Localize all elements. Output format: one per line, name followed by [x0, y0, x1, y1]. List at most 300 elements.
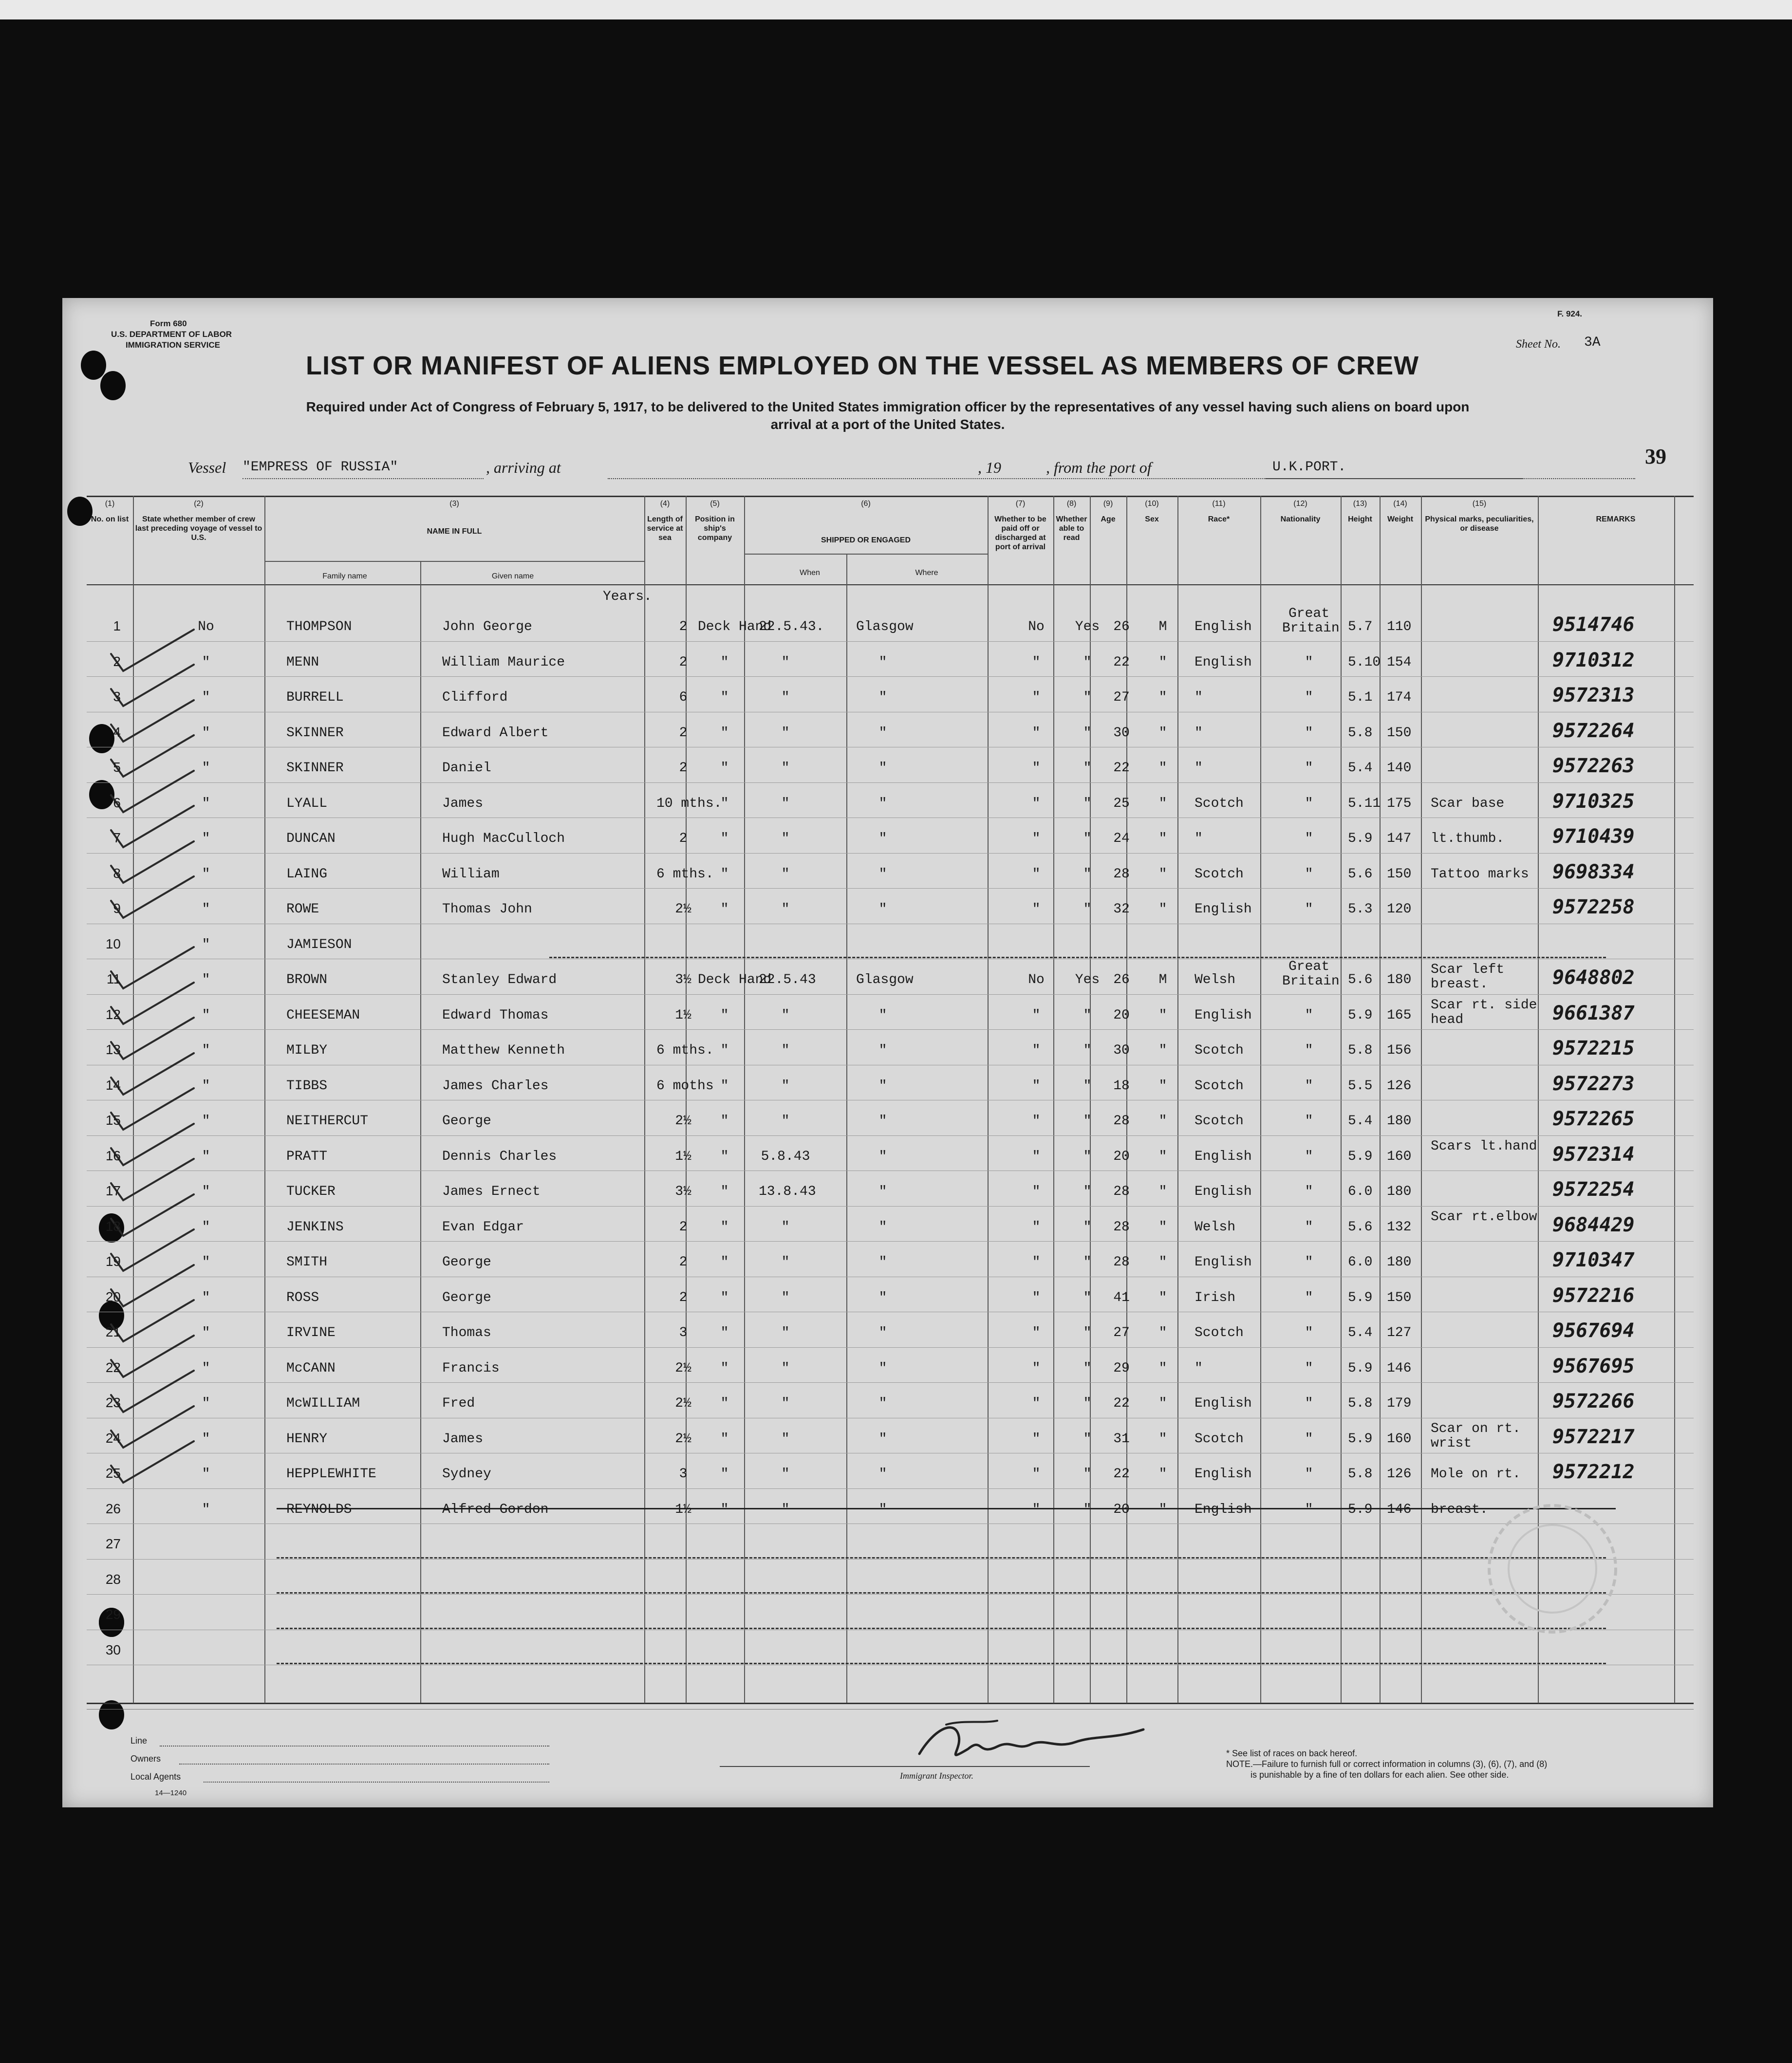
- pos-cell: ": [720, 1114, 729, 1129]
- sheet-label: Sheet No.: [1516, 338, 1561, 351]
- when-cell: ": [781, 654, 790, 670]
- age-cell: 28: [1113, 1114, 1130, 1129]
- when-cell: ": [781, 761, 790, 776]
- row-number: 16: [105, 1148, 121, 1163]
- row-rule: [87, 1382, 1694, 1383]
- row-number: 25: [105, 1466, 121, 1481]
- prev-cell: ": [202, 1043, 210, 1058]
- row-number: 22: [105, 1359, 121, 1375]
- inspector-signature-line: [720, 1766, 1090, 1767]
- column-number: (10): [1145, 500, 1159, 508]
- row-number: 11: [106, 971, 121, 986]
- ht-cell: 5.8: [1348, 1043, 1373, 1058]
- age-cell: 26: [1113, 972, 1130, 987]
- wt-cell: 146: [1387, 1502, 1412, 1517]
- nat-cell: ": [1305, 1219, 1313, 1235]
- nat-cell: ": [1305, 1078, 1313, 1094]
- when-cell: ": [781, 1325, 790, 1340]
- family-cell: JENKINS: [286, 1219, 344, 1235]
- wt-cell: 154: [1387, 654, 1412, 670]
- read-cell: ": [1083, 1078, 1092, 1094]
- family-cell: REYNOLDS: [286, 1502, 352, 1517]
- when-cell: ": [781, 690, 790, 705]
- remarks-cell: 9514746: [1552, 613, 1635, 636]
- where-cell: ": [878, 1396, 887, 1411]
- pos-cell: ": [720, 725, 729, 741]
- paid-cell: ": [1032, 761, 1041, 776]
- race-cell: English: [1195, 1149, 1252, 1164]
- family-cell: SKINNER: [286, 725, 344, 741]
- prev-cell: ": [202, 831, 210, 846]
- read-cell: ": [1083, 1149, 1092, 1164]
- read-cell: ": [1083, 761, 1092, 776]
- read-cell: ": [1083, 1431, 1092, 1447]
- family-cell: MILBY: [286, 1043, 328, 1058]
- when-subhead: When: [800, 569, 820, 577]
- sex-cell: ": [1158, 1078, 1167, 1094]
- race-cell: Scotch: [1195, 1043, 1244, 1058]
- age-cell: 28: [1113, 1219, 1130, 1235]
- given-cell: Sydney: [442, 1467, 491, 1482]
- age-cell: 22: [1113, 761, 1130, 776]
- race-cell: Scotch: [1195, 1431, 1244, 1447]
- marks-cell: Scar left breast.: [1431, 962, 1505, 992]
- column-divider: [686, 496, 687, 1703]
- pos-cell: ": [720, 831, 729, 846]
- marks-cell: Scar rt. side head: [1431, 997, 1537, 1027]
- svc-cell: 2: [679, 1290, 688, 1305]
- row-rule: [87, 1559, 1694, 1560]
- family-cell: IRVINE: [286, 1325, 336, 1340]
- given-cell: Hugh MacCulloch: [442, 831, 565, 846]
- svc-cell: 2½: [675, 902, 691, 917]
- given-cell: Fred: [442, 1396, 475, 1411]
- line-underline: [160, 1746, 549, 1747]
- remarks-cell: 9572212: [1552, 1461, 1635, 1483]
- owners-label: Owners: [131, 1754, 161, 1764]
- where-cell: ": [878, 690, 887, 705]
- paid-cell: ": [1032, 902, 1041, 917]
- family-cell: PRATT: [286, 1149, 328, 1164]
- given-cell: Francis: [442, 1360, 500, 1376]
- wt-cell: 140: [1387, 761, 1412, 776]
- sheet-number: 3A: [1584, 335, 1601, 350]
- remarks-cell: 9710347: [1552, 1249, 1635, 1271]
- row-number: 1: [113, 618, 121, 633]
- sex-cell: ": [1158, 1043, 1167, 1058]
- remarks-cell: 9710325: [1552, 790, 1635, 813]
- where-cell: ": [878, 1078, 887, 1094]
- when-cell: ": [781, 902, 790, 917]
- prev-cell: ": [202, 725, 210, 741]
- sex-cell: M: [1158, 972, 1167, 987]
- wt-cell: 160: [1387, 1149, 1412, 1164]
- agents-underline: [204, 1782, 549, 1783]
- service-name: IMMIGRATION SERVICE: [126, 340, 220, 350]
- ht-cell: 5.9: [1348, 1502, 1373, 1517]
- column-heading: Age: [1101, 515, 1116, 523]
- pos-cell: ": [720, 1184, 729, 1199]
- where-cell: ": [878, 1149, 887, 1164]
- punch-hole: [100, 371, 126, 400]
- where-cell: ": [878, 796, 887, 811]
- remarks-cell: 9684429: [1552, 1213, 1635, 1236]
- wt-cell: 180: [1387, 1184, 1412, 1199]
- sex-cell: ": [1158, 725, 1167, 741]
- nat-cell: ": [1305, 1255, 1313, 1270]
- where-cell: ": [878, 1007, 887, 1023]
- read-cell: ": [1083, 796, 1092, 811]
- read-cell: ": [1083, 1184, 1092, 1199]
- column-heading: Weight: [1387, 515, 1414, 523]
- column-divider: [1341, 496, 1342, 1703]
- when-cell: ": [781, 1431, 790, 1447]
- column-number: (4): [660, 500, 670, 508]
- row-rule: [87, 994, 1694, 995]
- column-number: (7): [1015, 500, 1026, 508]
- column-divider: [1177, 496, 1178, 1703]
- ht-cell: 5.1: [1348, 690, 1373, 705]
- line-label: Line: [131, 1736, 148, 1746]
- column-number: (13): [1353, 500, 1367, 508]
- wt-cell: 175: [1387, 796, 1412, 811]
- row-rule: [87, 1488, 1694, 1489]
- family-cell: TUCKER: [286, 1184, 336, 1199]
- sex-cell: ": [1158, 654, 1167, 670]
- family-name-subhead: Family name: [322, 572, 367, 580]
- wt-cell: 150: [1387, 1290, 1412, 1305]
- row-number: 3: [113, 689, 121, 704]
- given-cell: John George: [442, 619, 532, 634]
- svc-cell: 1½: [675, 1502, 691, 1517]
- when-cell: 13.8.43: [759, 1184, 816, 1199]
- where-cell: ": [878, 725, 887, 741]
- age-cell: 30: [1113, 1043, 1130, 1058]
- when-cell: ": [781, 1219, 790, 1235]
- read-cell: ": [1083, 1325, 1092, 1340]
- read-cell: ": [1083, 831, 1092, 846]
- read-cell: ": [1083, 1007, 1092, 1023]
- family-cell: NEITHERCUT: [286, 1114, 369, 1129]
- prev-cell: ": [202, 1290, 210, 1305]
- race-cell: English: [1195, 1007, 1252, 1023]
- subtitle-line-1: Required under Act of Congress of February 5, 1917, to be delivered to the United States immigration officer by the representatives of any vessel having such aliens on board upon: [306, 399, 1470, 414]
- column-heading: Race*: [1208, 515, 1230, 523]
- paid-cell: ": [1032, 654, 1041, 670]
- wt-cell: 179: [1387, 1396, 1412, 1411]
- read-cell: ": [1083, 1219, 1092, 1235]
- when-cell: ": [781, 1360, 790, 1376]
- prev-cell: ": [202, 761, 210, 776]
- vessel-underline: [243, 478, 484, 479]
- paid-cell: ": [1032, 866, 1041, 882]
- prev-cell: ": [202, 1078, 210, 1094]
- row-rule: [87, 1206, 1694, 1207]
- column-divider: [988, 496, 989, 1703]
- remarks-cell: 9572266: [1552, 1390, 1635, 1413]
- column-heading: Length of service at sea: [647, 515, 683, 542]
- column-heading: Position in ship's company: [695, 515, 735, 542]
- wt-cell: 180: [1387, 1255, 1412, 1270]
- row-number: 7: [113, 830, 121, 845]
- wt-cell: 127: [1387, 1325, 1412, 1340]
- column-heading: SHIPPED OR ENGAGED: [821, 536, 911, 544]
- prev-cell: ": [202, 1255, 210, 1270]
- penalty-note-continued: is punishable by a fine of ten dollars for each alien. See other side.: [1251, 1770, 1509, 1780]
- row-number: 24: [105, 1430, 121, 1446]
- nat-cell: ": [1305, 725, 1313, 741]
- marks-cell: Tattoo marks: [1431, 866, 1529, 882]
- column-heading: Sex: [1145, 515, 1159, 523]
- sex-cell: ": [1158, 796, 1167, 811]
- remarks-cell: 9572314: [1552, 1143, 1635, 1166]
- svc-cell: 2: [679, 725, 688, 741]
- paid-cell: ": [1032, 796, 1041, 811]
- where-cell: ": [878, 1360, 887, 1376]
- pos-cell: ": [720, 1396, 729, 1411]
- svc-cell: 3: [679, 1325, 688, 1340]
- ht-cell: 5.9: [1348, 1360, 1373, 1376]
- when-cell: ": [781, 866, 790, 882]
- read-cell: Yes: [1075, 972, 1100, 987]
- nat-cell: ": [1305, 1007, 1313, 1023]
- row-number: 19: [105, 1254, 121, 1269]
- where-cell: ": [878, 1043, 887, 1058]
- row-number: 2: [113, 653, 121, 669]
- where-cell: ": [878, 654, 887, 670]
- years-unit-label: Years.: [603, 589, 652, 604]
- paid-cell: ": [1032, 1396, 1041, 1411]
- paid-cell: ": [1032, 1149, 1041, 1164]
- race-cell: Scotch: [1195, 1078, 1244, 1094]
- nat-cell: ": [1305, 654, 1313, 670]
- port-name: U.K.PORT.: [1272, 460, 1346, 475]
- when-cell: ": [781, 1043, 790, 1058]
- where-cell: ": [878, 761, 887, 776]
- column-heading: Physical marks, peculiarities, or disease: [1425, 515, 1534, 533]
- where-cell: ": [878, 1467, 887, 1482]
- race-cell: Welsh: [1195, 972, 1236, 987]
- where-cell: ": [878, 1290, 887, 1305]
- where-cell: ": [878, 1184, 887, 1199]
- remarks-cell: 9572258: [1552, 896, 1635, 918]
- age-cell: 41: [1113, 1290, 1130, 1305]
- prev-cell: ": [202, 1184, 210, 1199]
- ht-cell: 5.8: [1348, 1396, 1373, 1411]
- remarks-cell: 9572254: [1552, 1178, 1635, 1201]
- pos-cell: ": [720, 1467, 729, 1482]
- age-cell: 26: [1113, 619, 1130, 634]
- pos-cell: ": [720, 866, 729, 882]
- row-number: 9: [113, 901, 121, 916]
- svc-cell: 2: [679, 831, 688, 846]
- sex-cell: ": [1158, 1360, 1167, 1376]
- family-cell: JAMIESON: [286, 937, 352, 952]
- read-cell: ": [1083, 1290, 1092, 1305]
- column-heading: No. on list: [91, 515, 129, 523]
- age-cell: 28: [1113, 866, 1130, 882]
- prev-cell: ": [202, 1149, 210, 1164]
- wt-cell: 150: [1387, 725, 1412, 741]
- pos-cell: Deck Hand: [698, 619, 772, 634]
- given-cell: George: [442, 1114, 491, 1129]
- column-divider: [1090, 496, 1091, 1703]
- column-number: (1): [105, 500, 115, 508]
- given-cell: James Charles: [442, 1078, 549, 1094]
- ht-cell: 5.8: [1348, 1467, 1373, 1482]
- wt-cell: 110: [1387, 619, 1412, 634]
- family-cell: HEPPLEWHITE: [286, 1467, 376, 1482]
- column-heading: Nationality: [1280, 515, 1321, 523]
- given-cell: Thomas John: [442, 902, 532, 917]
- when-cell: ": [781, 1255, 790, 1270]
- given-cell: James: [442, 1431, 484, 1447]
- svc-cell: 6 mths.: [656, 866, 714, 882]
- remarks-cell: 9572217: [1552, 1425, 1635, 1448]
- family-cell: MENN: [286, 654, 319, 670]
- wt-cell: 165: [1387, 1007, 1412, 1023]
- row-number: 15: [105, 1113, 121, 1128]
- ht-cell: 5.4: [1348, 1325, 1373, 1340]
- row-number: 10: [105, 936, 121, 951]
- official-seal-stamp: [1479, 1491, 1625, 1647]
- remarks-cell: 9572263: [1552, 755, 1635, 777]
- sex-cell: ": [1158, 902, 1167, 917]
- subtitle: [140, 398, 1635, 433]
- prev-cell: ": [202, 1219, 210, 1235]
- age-cell: 28: [1113, 1255, 1130, 1270]
- row-number: 20: [105, 1289, 121, 1304]
- wt-cell: 132: [1387, 1219, 1412, 1235]
- when-cell: ": [781, 1114, 790, 1129]
- marks-cell: Scar base: [1431, 796, 1505, 811]
- nat-cell: ": [1305, 690, 1313, 705]
- wt-cell: 174: [1387, 690, 1412, 705]
- row-number: 8: [113, 865, 121, 881]
- when-cell: ": [781, 1290, 790, 1305]
- row-number: 30: [105, 1642, 121, 1657]
- marks-cell: lt.thumb.: [1431, 831, 1505, 846]
- read-cell: ": [1083, 1360, 1092, 1376]
- given-cell: Daniel: [442, 761, 491, 776]
- ht-cell: 5.6: [1348, 972, 1373, 987]
- nat-cell: ": [1305, 1184, 1313, 1199]
- age-cell: 22: [1113, 654, 1130, 670]
- prev-cell: ": [202, 937, 210, 952]
- svc-cell: 2: [679, 1219, 688, 1235]
- inspector-signature: [900, 1710, 1163, 1773]
- given-cell: Clifford: [442, 690, 508, 705]
- column-heading: NAME IN FULL: [427, 527, 482, 536]
- table-bottom-border: [87, 1703, 1694, 1704]
- given-cell: Thomas: [442, 1325, 491, 1340]
- nat-cell: ": [1305, 902, 1313, 917]
- remarks-cell: 9572265: [1552, 1108, 1635, 1130]
- sex-cell: ": [1158, 1431, 1167, 1447]
- age-cell: 27: [1113, 1325, 1130, 1340]
- ht-cell: 5.6: [1348, 866, 1373, 882]
- race-cell: ": [1195, 1360, 1203, 1376]
- column-number: (8): [1066, 500, 1077, 508]
- marks-cell: Scars lt.hand: [1431, 1138, 1537, 1154]
- where-cell: Glasgow: [856, 972, 914, 987]
- pos-cell: Deck Hand: [698, 972, 772, 987]
- where-cell: ": [878, 1325, 887, 1340]
- paid-cell: ": [1032, 725, 1041, 741]
- row-number: 13: [105, 1042, 121, 1057]
- row-number: 6: [113, 795, 121, 810]
- paid-cell: ": [1032, 1007, 1041, 1023]
- ht-cell: 5.8: [1348, 725, 1373, 741]
- pos-cell: ": [720, 654, 729, 670]
- when-cell: 22.5.43.: [759, 619, 824, 634]
- pos-cell: ": [720, 1007, 729, 1023]
- prev-cell: ": [202, 1114, 210, 1129]
- family-cell: TIBBS: [286, 1078, 328, 1094]
- given-cell: Evan Edgar: [442, 1219, 524, 1235]
- where-cell: ": [878, 1502, 887, 1517]
- nat-cell: ": [1305, 761, 1313, 776]
- paid-cell: No: [1028, 619, 1045, 634]
- family-cell: LAING: [286, 866, 328, 882]
- column-heading: REMARKS: [1596, 515, 1636, 523]
- pos-cell: ": [720, 1219, 729, 1235]
- svc-cell: 2½: [675, 1431, 691, 1447]
- blank-entry-line: [277, 1628, 1606, 1629]
- given-cell: Edward Albert: [442, 725, 549, 741]
- svc-cell: 2½: [675, 1396, 691, 1411]
- family-cell: ROSS: [286, 1290, 319, 1305]
- family-cell: CHEESEMAN: [286, 1007, 360, 1023]
- shipped-subhead-rule: [744, 554, 988, 555]
- marks-cell: Scar rt.elbow: [1431, 1209, 1537, 1225]
- age-cell: 20: [1113, 1007, 1130, 1023]
- blank-entry-line: [277, 1592, 1606, 1594]
- svc-cell: 2: [679, 1255, 688, 1270]
- where-cell: ": [878, 1431, 887, 1447]
- where-cell: Glasgow: [856, 619, 914, 634]
- given-cell: Matthew Kenneth: [442, 1043, 565, 1058]
- paid-cell: ": [1032, 1467, 1041, 1482]
- paid-cell: ": [1032, 1360, 1041, 1376]
- prev-cell: ": [202, 1502, 210, 1517]
- remarks-cell: 9572215: [1552, 1037, 1635, 1059]
- vessel-name: "EMPRESS OF RUSSIA": [243, 460, 398, 475]
- column-number: (11): [1212, 500, 1226, 508]
- race-cell: English: [1195, 654, 1252, 670]
- document-title: LIST OR MANIFEST OF ALIENS EMPLOYED ON THE VESSEL AS MEMBERS OF CREW: [306, 351, 1419, 380]
- remarks-cell: 9572216: [1552, 1284, 1635, 1307]
- paid-cell: ": [1032, 1325, 1041, 1340]
- sex-cell: ": [1158, 1396, 1167, 1411]
- ht-cell: 6.0: [1348, 1184, 1373, 1199]
- sex-cell: ": [1158, 1467, 1167, 1482]
- when-cell: ": [781, 1007, 790, 1023]
- paid-cell: No: [1028, 972, 1045, 987]
- race-cell: English: [1195, 1502, 1252, 1517]
- where-cell: ": [878, 831, 887, 846]
- ht-cell: 5.4: [1348, 1114, 1373, 1129]
- read-cell: ": [1083, 902, 1092, 917]
- paid-cell: ": [1032, 1502, 1041, 1517]
- given-cell: James Ernect: [442, 1184, 541, 1199]
- pos-cell: ": [720, 1078, 729, 1094]
- when-cell: 22.5.43: [759, 972, 816, 987]
- manifest-sheet: [62, 298, 1713, 1807]
- pos-cell: ": [720, 761, 729, 776]
- age-cell: 24: [1113, 831, 1130, 846]
- age-cell: 27: [1113, 690, 1130, 705]
